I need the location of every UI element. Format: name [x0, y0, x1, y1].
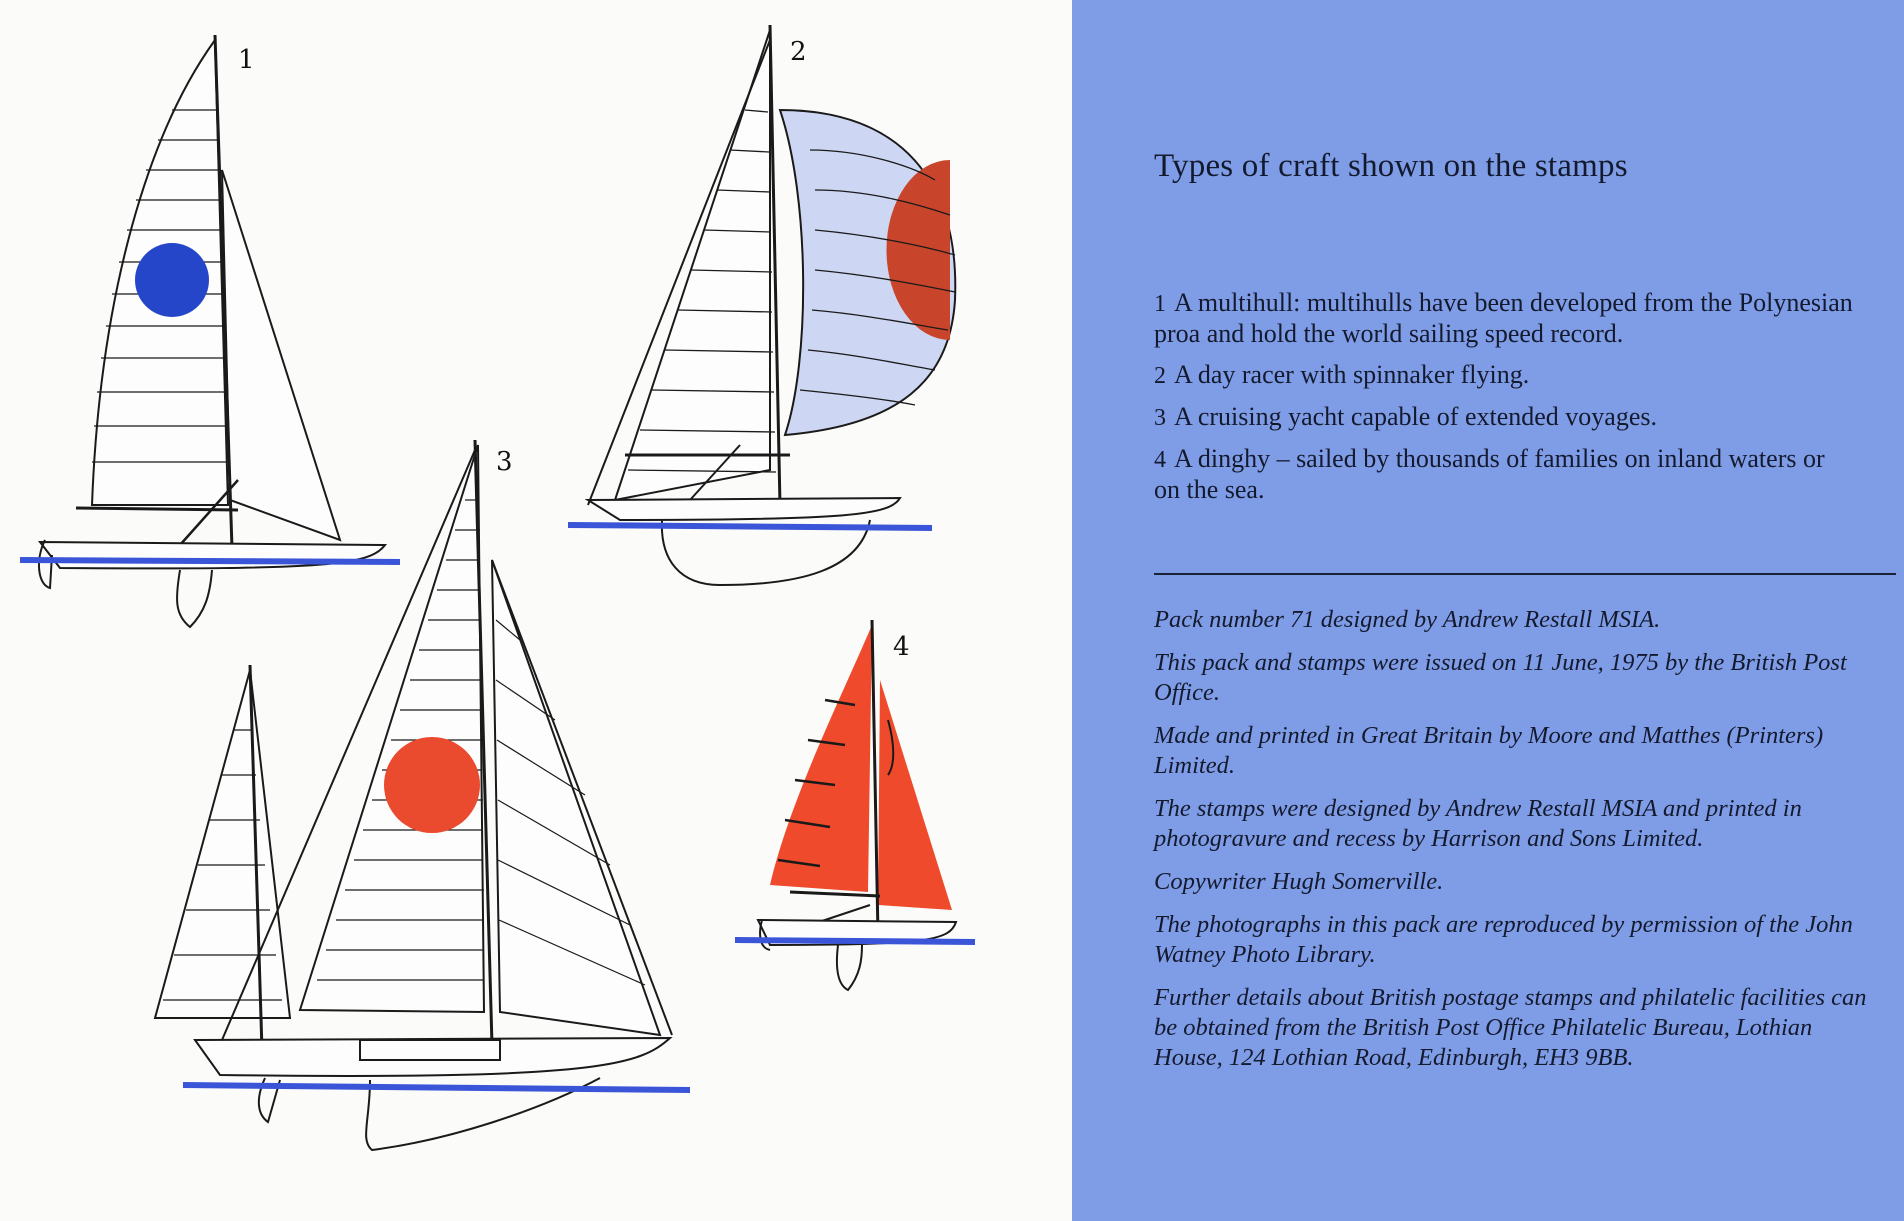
credit-pack-designer: Pack number 71 designed by Andrew Restall MSIA. [1154, 606, 1661, 633]
craft-types-list [1154, 288, 1854, 516]
boat-1-label: 1 [238, 45, 255, 75]
credit-photographs: The photographs in this pack are reproduced by permission of the John Watney Photo Library. [1154, 911, 1853, 968]
credits-list [1154, 605, 1874, 1086]
boat-2-label: 2 [790, 37, 807, 67]
craft-type-number: 2 [1154, 363, 1166, 389]
divider-rule [1154, 573, 1896, 575]
craft-type-item [1154, 402, 1854, 433]
craft-type-text: A dinghy – sailed by thousands of families on inland waters or on the sea. [1154, 444, 1825, 504]
boat-1-multihull [20, 35, 400, 627]
craft-type-item [1154, 444, 1854, 505]
credit-printer: Made and printed in Great Britain by Moore and Matthes (Printers) Limited. [1154, 722, 1824, 779]
boat-4-dinghy [735, 620, 975, 990]
craft-type-number: 3 [1154, 405, 1166, 431]
credit-copywriter: Copywriter Hugh Somerville. [1154, 868, 1444, 895]
craft-type-item [1154, 360, 1854, 391]
craft-type-text: A day racer with spinnaker flying. [1174, 360, 1530, 389]
description-panel [1072, 0, 1904, 1221]
boat-3-label: 3 [496, 447, 513, 477]
craft-type-text: A cruising yacht capable of extended voyages. [1174, 402, 1657, 431]
boat-4-label: 4 [893, 632, 910, 662]
craft-type-number: 4 [1154, 447, 1166, 473]
panel-heading: Types of craft shown on the stamps [1154, 148, 1628, 184]
craft-type-item [1154, 288, 1854, 349]
boat-2-day-racer [568, 25, 955, 585]
craft-type-number: 1 [1154, 291, 1166, 317]
credit-issue-date: This pack and stamps were issued on 11 June, 1975 by the British Post Office. [1154, 649, 1847, 706]
credit-further-details: Further details about British postage stamps and philatelic facilities can be obtained from the British Post Office Philatelic Bureau, Lothian House, 124 Lothian Road, Edinburgh, EH3 9BB. [1154, 984, 1867, 1071]
craft-type-text: A multihull: multihulls have been developed from the Polynesian proa and hold the world sailing speed record. [1154, 288, 1853, 348]
credit-stamp-designer: The stamps were designed by Andrew Restall MSIA and printed in photogravure and recess by Harrison and Sons Limited. [1154, 795, 1802, 852]
